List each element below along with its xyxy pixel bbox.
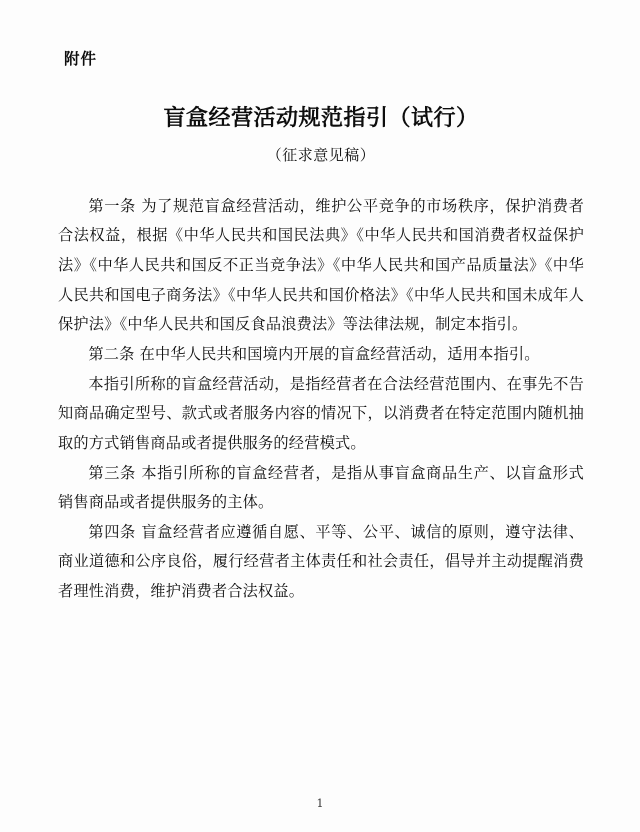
page-title: 盲盒经营活动规范指引（试行）: [163, 104, 479, 131]
document-subtitle: （征求意见稿）: [266, 146, 376, 165]
paragraph: 第三条 本指引所称的盲盒经营者，是指从事盲盒商品生产、以盲盒形式销售商品或者提供服务的主体。: [58, 463, 584, 512]
paragraph: 第一条 为了规范盲盒经营活动，维护公平竞争的市场秩序，保护消费者合法权益，根据《中华人民共和国民法典》《中华人民共和国消费者权益保护法》《中华人民共和国反不正当竞争法》《中华人民共和国产品质量法》《中华人民共和国电子商务法》《中华人民共和国价格法》《中华人民共和国未成年人保护法》《中华人民共和国反食品浪费法》等法律法规，制定本指引。: [58, 196, 584, 334]
paragraph: 第四条 盲盒经营者应遵循自愿、平等、公平、诚信的原则，遵守法律、商业道德和公序良俗，履行经营者主体责任和社会责任，倡导并主动提醒消费者理性消费，维护消费者合法权益。: [58, 522, 584, 601]
attachment-label: 附件: [64, 49, 98, 68]
paragraph: 第二条 在中华人民共和国境内开展的盲盒经营活动，适用本指引。: [88, 344, 540, 363]
page-number: 1: [316, 797, 324, 810]
document-body: [58, 192, 584, 607]
paragraph: 本指引所称的盲盒经营活动，是指经营者在合法经营范围内、在事先不告知商品确定型号、款式或者服务内容的情况下，以消费者在特定范围内随机抽取的方式销售商品或者提供服务的经营模式。: [58, 374, 584, 452]
